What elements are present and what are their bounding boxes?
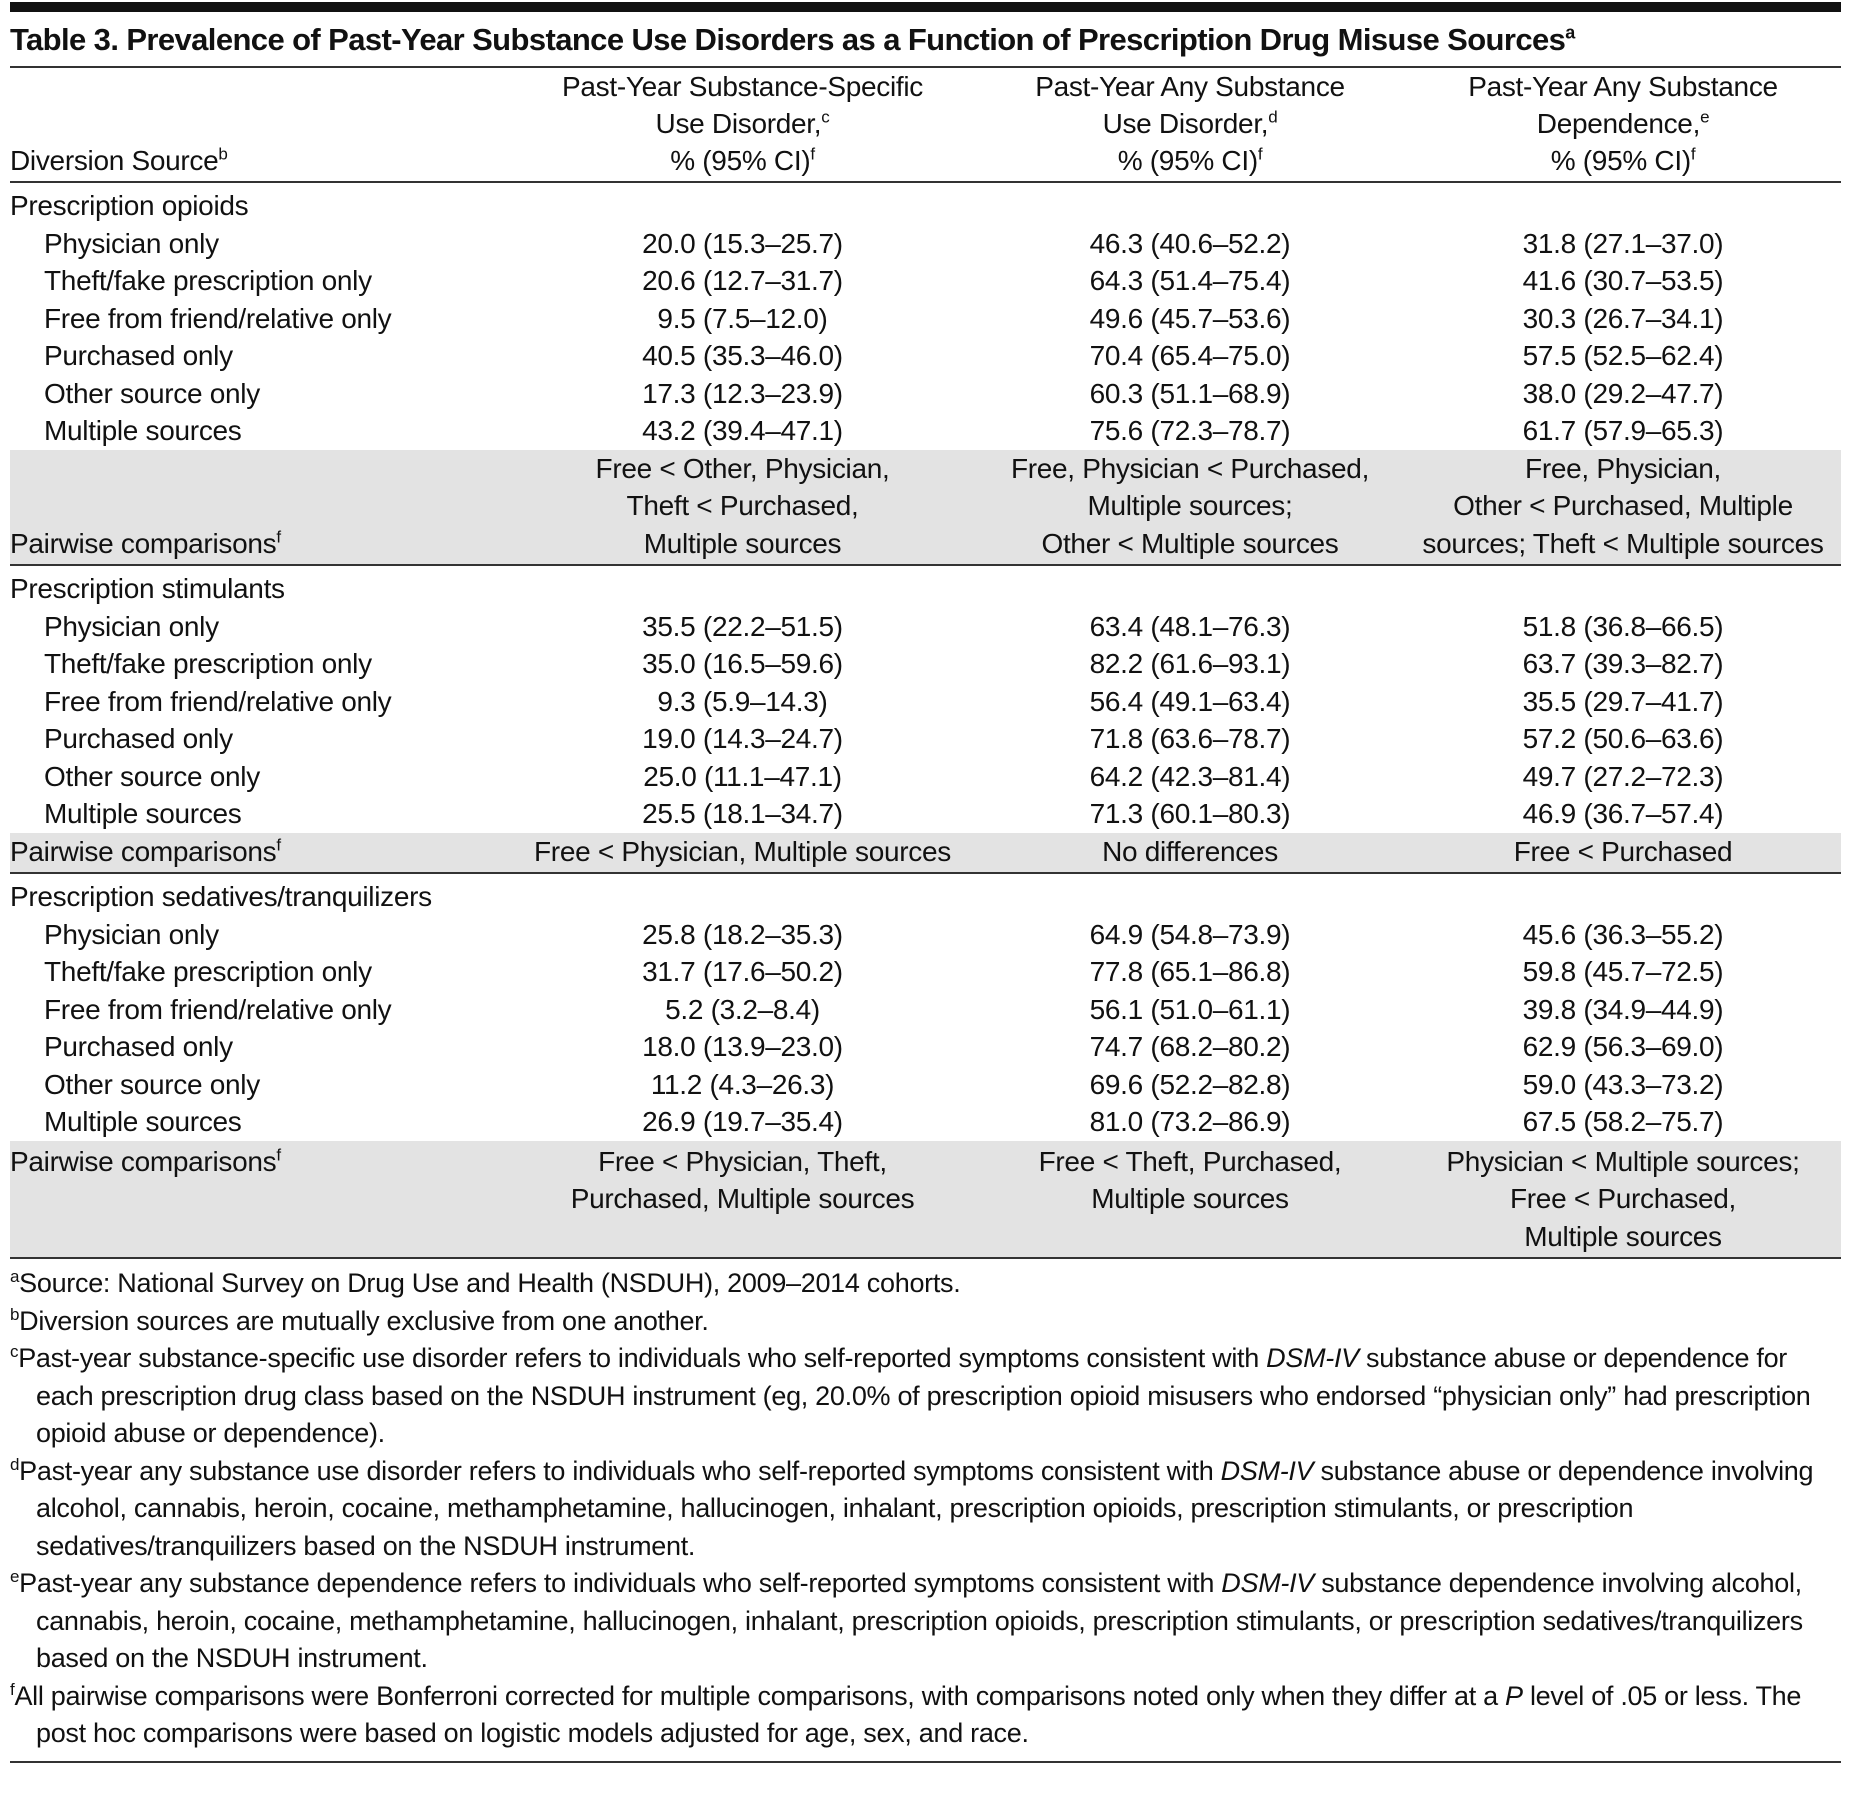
- table-row: [10, 720, 1841, 758]
- cell-value: 5.2 (3.2–8.4): [665, 993, 820, 1025]
- pairwise-label-text: Pairwise comparisons: [10, 527, 277, 559]
- pairwise-value: [1405, 1141, 1841, 1259]
- cell-value: 62.9 (56.3–69.0): [1522, 1031, 1724, 1062]
- footnote-text: Diversion sources are mutually exclusive from one another.: [19, 1305, 709, 1336]
- pairwise-row: [10, 450, 1841, 566]
- cell-value: 40.5 (35.3–46.0): [642, 340, 843, 371]
- pairwise-line: Free, Physician < Purchased,: [1010, 452, 1370, 484]
- row-label: Multiple sources: [44, 798, 242, 829]
- cell-value: 75.6 (72.3–78.7): [1089, 415, 1291, 446]
- footnote-mark: c: [10, 1342, 19, 1361]
- cell-value: 63.7 (39.3–82.7): [1522, 648, 1724, 679]
- cell-value: 45.6 (36.3–55.2): [1522, 918, 1724, 950]
- pairwise-line: Free < Purchased: [1513, 835, 1733, 867]
- cell-value: 71.3 (60.1–80.3): [1089, 798, 1291, 829]
- footnote-text: substance dependence involving alcohol, cannabis, heroin, cocaine, methamphetamine, hallucinogen, inhalant, prescription opioids, prescription stimulants, or prescription sedatives/tranquilizers based on the NSDUH instrument.: [36, 1568, 1803, 1673]
- row-label: Physician only: [44, 918, 219, 950]
- cell-value: 25.0 (11.1–47.1): [643, 760, 842, 792]
- section-title: Prescription opioids: [10, 190, 249, 221]
- pairwise-line: Free < Purchased,: [1509, 1183, 1737, 1214]
- cell-value: 9.3 (5.9–14.3): [657, 685, 828, 717]
- bottom-rule: [10, 1761, 1841, 1763]
- footnote-text: substance abuse or dependence involving alcohol, cannabis, heroin, cocaine, methamphetamine, hallucinogen, inhalant, prescription opioids, prescription stimulants, or prescription sedatives/tranquilizers based on the NSDUH instrument.: [36, 1455, 1814, 1561]
- row-label: Purchased only: [44, 340, 233, 371]
- row-label: Free from friend/relative only: [44, 993, 392, 1025]
- cell-value: 64.9 (54.8–73.9): [1089, 918, 1291, 950]
- title-footnote-mark: a: [1565, 22, 1575, 43]
- pairwise-label: [10, 450, 510, 566]
- cell-value: 25.8 (18.2–35.3): [642, 918, 843, 950]
- table-row: [10, 1066, 1841, 1104]
- pairwise-value: [510, 450, 975, 566]
- cell-value: 60.3 (51.1–68.9): [1089, 377, 1291, 409]
- cell-value: 67.5 (58.2–75.7): [1522, 1106, 1724, 1137]
- table-title: [10, 12, 1841, 66]
- table-row: [10, 375, 1841, 413]
- row-label: Other source only: [44, 377, 260, 409]
- header-substance-specific: Past-Year Substance-Specific Use Disorder,$^c$ % (95% CI)$^f$: [562, 71, 923, 176]
- cell-value: 35.5 (22.2–51.5): [642, 610, 843, 642]
- footnote-mark: f: [10, 1679, 15, 1699]
- footnote-text: substance abuse or dependence for each prescription drug class based on the NSDUH instrument (eg, 20.0% of prescription opioid misusers who endorsed “physician only” had prescription opioid abuse or dependence).: [36, 1343, 1811, 1448]
- table-row: [10, 991, 1841, 1029]
- footnote-text: Source: National Survey on Drug Use and Health (NSDUH), 2009–2014 cohorts.: [19, 1268, 961, 1298]
- top-bar-divider: [10, 2, 1841, 12]
- row-label: Theft/fake prescription only: [44, 265, 372, 296]
- row-label: Multiple sources: [44, 1106, 242, 1137]
- pairwise-line: Other < Multiple sources: [1041, 527, 1339, 559]
- cell-value: 31.7 (17.6–50.2): [642, 956, 843, 987]
- cell-value: 71.8 (63.6–78.7): [1089, 723, 1291, 754]
- pairwise-value: [975, 1141, 1405, 1259]
- cell-value: 41.6 (30.7–53.5): [1522, 265, 1724, 296]
- footnote-mark: d: [10, 1454, 20, 1474]
- footnote-mark: f: [276, 1145, 281, 1165]
- cell-value: 56.4 (49.1–63.4): [1089, 685, 1291, 717]
- cell-value: 30.3 (26.7–34.1): [1522, 302, 1724, 334]
- cell-value: 46.9 (36.7–57.4): [1522, 798, 1724, 829]
- pairwise-value: [975, 833, 1405, 874]
- footnote-mark: f: [276, 527, 281, 547]
- row-label: Purchased only: [44, 723, 233, 754]
- footnote-mark: a: [10, 1267, 20, 1286]
- cell-value: 18.0 (13.9–23.0): [642, 1031, 843, 1062]
- table-row: [10, 608, 1841, 646]
- table-row: [10, 225, 1841, 263]
- cell-value: 69.6 (52.2–82.8): [1089, 1068, 1291, 1100]
- table-row: [10, 412, 1841, 450]
- footnote-text: DSM-IV: [1266, 1343, 1359, 1373]
- pairwise-line: Other < Purchased, Multiple: [1453, 490, 1793, 521]
- table-row: [10, 916, 1841, 954]
- cell-value: 59.0 (43.3–73.2): [1522, 1068, 1724, 1100]
- footnote-text: Past-year substance-specific use disorder refers to individuals who self-reported symptoms consistent with: [18, 1343, 1267, 1373]
- footnote-text: level of .05 or less. The post hoc comparisons were based on logistic models adjusted for age, sex, and race.: [36, 1680, 1802, 1748]
- cell-value: 57.5 (52.5–62.4): [1522, 340, 1724, 371]
- section-header-row: [10, 182, 1841, 225]
- header-any-use-disorder: Past-Year Any Substance Use Disorder,$^d$ % (95% CI)$^f$: [1035, 71, 1345, 176]
- pairwise-line: Free < Other, Physician,: [595, 452, 890, 484]
- cell-value: 77.8 (65.1–86.8): [1089, 956, 1291, 987]
- footnote-text: Past-year any substance use disorder refers to individuals who self-reported symptoms consistent with: [19, 1455, 1221, 1486]
- table-figure: [10, 2, 1841, 1763]
- cell-value: 31.8 (27.1–37.0): [1522, 227, 1724, 259]
- cell-value: 82.2 (61.6–93.1): [1089, 648, 1291, 679]
- pairwise-row: [10, 1141, 1841, 1259]
- pairwise-value: [510, 1141, 975, 1259]
- row-label: Free from friend/relative only: [44, 685, 392, 717]
- cell-value: 46.3 (40.6–52.2): [1089, 227, 1291, 259]
- footnote-text: Past-year any substance dependence refers to individuals who self-reported symptoms consistent with: [19, 1568, 1222, 1598]
- cell-value: 49.7 (27.2–72.3): [1522, 760, 1724, 792]
- cell-value: 35.5 (29.7–41.7): [1522, 685, 1724, 717]
- footnote-b: [10, 1303, 1841, 1341]
- row-label: Theft/fake prescription only: [44, 956, 372, 987]
- cell-value: 64.2 (42.3–81.4): [1089, 760, 1291, 792]
- cell-value: 64.3 (51.4–75.4): [1089, 265, 1291, 296]
- pairwise-line: Physician < Multiple sources;: [1446, 1145, 1800, 1177]
- row-label: Other source only: [44, 1068, 260, 1100]
- footnote-a: [10, 1265, 1841, 1303]
- footnote-mark: b: [10, 1304, 20, 1324]
- footnote-e: [10, 1565, 1841, 1678]
- table-row: [10, 300, 1841, 338]
- row-label: Purchased only: [44, 1031, 233, 1062]
- table-row: [10, 262, 1841, 300]
- footnote-text: All pairwise comparisons were Bonferroni corrected for multiple comparisons, with comparisons noted only when they differ at a: [14, 1680, 1506, 1711]
- cell-value: 19.0 (14.3–24.7): [642, 723, 843, 754]
- footnote-text: DSM-IV: [1220, 1455, 1314, 1486]
- pairwise-value: [1405, 450, 1841, 566]
- cell-value: 39.8 (34.9–44.9): [1522, 993, 1724, 1025]
- pairwise-label-text: Pairwise comparisons: [10, 1145, 277, 1177]
- cell-value: 11.2 (4.3–26.3): [650, 1068, 835, 1100]
- cell-value: 35.0 (16.5–59.6): [642, 648, 843, 679]
- pairwise-line: Free, Physician,: [1525, 452, 1721, 484]
- table-row: [10, 645, 1841, 683]
- footnote-mark: e: [10, 1567, 20, 1586]
- cell-value: 17.3 (12.3–23.9): [642, 377, 843, 409]
- row-label: Physician only: [44, 227, 219, 259]
- pairwise-line: Multiple sources;: [1087, 490, 1293, 521]
- row-label: Multiple sources: [44, 415, 242, 446]
- row-label: Physician only: [44, 610, 219, 642]
- row-label: Free from friend/relative only: [44, 302, 392, 334]
- header-row: [10, 68, 1841, 182]
- pairwise-value: [975, 450, 1405, 566]
- cell-value: 56.1 (51.0–61.1): [1089, 993, 1291, 1025]
- cell-value: 61.7 (57.9–65.3): [1522, 415, 1724, 446]
- data-table: [10, 68, 1841, 1259]
- header-diversion-source: Diversion Source$^b$: [10, 144, 228, 176]
- pairwise-line: Purchased, Multiple sources: [570, 1183, 915, 1214]
- row-label: Theft/fake prescription only: [44, 648, 372, 679]
- cell-value: 74.7 (68.2–80.2): [1089, 1031, 1291, 1062]
- pairwise-label: [10, 1141, 510, 1259]
- pairwise-line: Multiple sources: [643, 527, 842, 559]
- cell-value: 26.9 (19.7–35.4): [642, 1106, 843, 1137]
- cell-value: 51.8 (36.8–66.5): [1522, 610, 1724, 642]
- section-title: Prescription stimulants: [10, 573, 285, 604]
- footnotes: [10, 1259, 1841, 1753]
- header-any-dependence: Past-Year Any Substance Dependence,$^e$ % (95% CI)$^f$: [1468, 71, 1778, 176]
- pairwise-row: [10, 833, 1841, 874]
- row-label: Other source only: [44, 760, 260, 792]
- pairwise-label-text: Pairwise comparisons: [10, 835, 277, 867]
- footnote-f: [10, 1678, 1841, 1753]
- table-row: [10, 337, 1841, 375]
- table-row: [10, 1103, 1841, 1141]
- section-header-row: [10, 565, 1841, 608]
- cell-value: 49.6 (45.7–53.6): [1089, 302, 1291, 334]
- table-row: [10, 795, 1841, 833]
- pairwise-line: Theft < Purchased,: [626, 490, 859, 521]
- footnote-c: [10, 1340, 1841, 1453]
- cell-value: 59.8 (45.7–72.5): [1522, 956, 1724, 987]
- cell-value: 43.2 (39.4–47.1): [642, 415, 843, 446]
- pairwise-line: No differences: [1102, 835, 1278, 867]
- footnote-text: P: [1505, 1680, 1523, 1711]
- pairwise-line: Free < Theft, Purchased,: [1038, 1145, 1342, 1177]
- table-body: [10, 182, 1841, 1258]
- section-title: Prescription sedatives/tranquilizers: [10, 881, 432, 912]
- pairwise-value: [510, 833, 975, 874]
- cell-value: 57.2 (50.6–63.6): [1522, 723, 1724, 754]
- table-row: [10, 758, 1841, 796]
- table-row: [10, 1028, 1841, 1066]
- table-row: [10, 683, 1841, 721]
- cell-value: 9.5 (7.5–12.0): [657, 302, 828, 334]
- pairwise-value: [1405, 833, 1841, 874]
- footnote-d: [10, 1453, 1841, 1566]
- pairwise-line: Free < Physician, Theft,: [598, 1145, 887, 1177]
- pairwise-line: Multiple sources: [1524, 1220, 1722, 1252]
- cell-value: 63.4 (48.1–76.3): [1089, 610, 1291, 642]
- footnote-text: DSM-IV: [1221, 1568, 1314, 1598]
- table-row: [10, 953, 1841, 991]
- cell-value: 25.5 (18.1–34.7): [642, 798, 843, 829]
- title-text: Table 3. Prevalence of Past-Year Substance Use Disorders as a Function of Prescription Drug Misuse Sources: [10, 22, 1566, 57]
- cell-value: 20.0 (15.3–25.7): [642, 227, 843, 259]
- pairwise-line: Multiple sources: [1091, 1183, 1289, 1214]
- cell-value: 20.6 (12.7–31.7): [642, 265, 843, 296]
- cell-value: 38.0 (29.2–47.7): [1522, 377, 1724, 409]
- footnote-mark: f: [276, 835, 281, 855]
- pairwise-line: Free < Physician, Multiple sources: [534, 835, 951, 867]
- pairwise-line: sources; Theft < Multiple sources: [1422, 527, 1824, 559]
- section-header-row: [10, 873, 1841, 916]
- cell-value: 81.0 (73.2–86.9): [1089, 1106, 1291, 1137]
- pairwise-label: [10, 833, 510, 874]
- cell-value: 70.4 (65.4–75.0): [1089, 340, 1291, 371]
